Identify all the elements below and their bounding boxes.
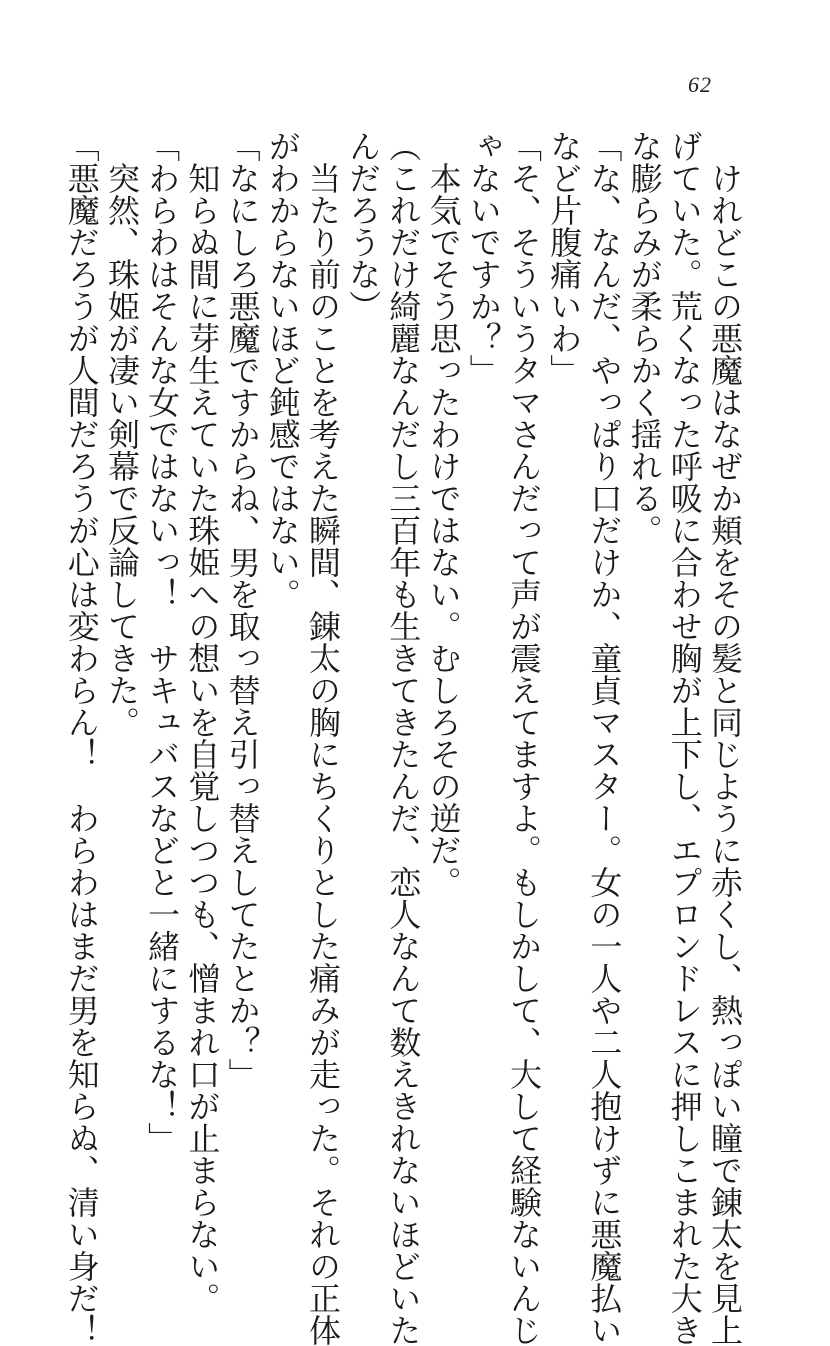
- text-line: （これだけ綺麗なんだし三百年も生きてきたんだ、恋人なんて数えきれないほどいた: [384, 130, 423, 1346]
- text-line: 「な、なんだ、やっぱり口だけか、童貞マスター。女の一人や二人抱けずに悪魔払い: [585, 130, 624, 1346]
- text-line: 当たり前のことを考えた瞬間、錬太の胸にちくりとした痛みが走った。それの正体: [303, 130, 342, 1346]
- text-line: ゃないですか？」: [464, 130, 503, 386]
- text-line: 「わらわはそんな女ではないっ！ サキュバスなどと一緒にするな！」: [143, 130, 182, 1154]
- text-line: がわからないほど鈍感ではない。: [263, 130, 302, 610]
- vertical-text-body: [62, 130, 745, 1346]
- text-line: 突然、珠姫が凄い剣幕で反論してきた。: [102, 130, 141, 738]
- page-number: 62: [688, 72, 712, 97]
- text-line: な膨らみが柔らかく揺れる。: [625, 130, 664, 546]
- text-line: 「悪魔だろうが人間だろうが心は変わらん！ わらわはまだ男を知らぬ、清い身だ！: [62, 130, 101, 1346]
- text-line: など片腹痛いわ」: [545, 130, 584, 386]
- text-line: 「なにしろ悪魔ですからね、男を取っ替え引っ替えしてたとか？」: [223, 130, 262, 1090]
- text-line: 知らぬ間に芽生えていた珠姫への想いを自覚しつつも、憎まれ口が止まらない。: [183, 130, 222, 1314]
- text-line: んだろうな）: [344, 130, 383, 322]
- text-line: けれどこの悪魔はなぜか頬をその髪と同じように赤くし、熱っぽい瞳で錬太を見上: [706, 130, 744, 1346]
- text-line: 本気でそう思ったわけではない。むしろその逆だ。: [424, 130, 463, 898]
- text-line: げていた。荒くなった呼吸に合わせ胸が上下し、エプロンドレスに押しこまれた大き: [665, 130, 704, 1346]
- text-line: 「そ、そういうタマさんだって声が震えてますよ。もしかして、大して経験ないんじ: [504, 130, 543, 1346]
